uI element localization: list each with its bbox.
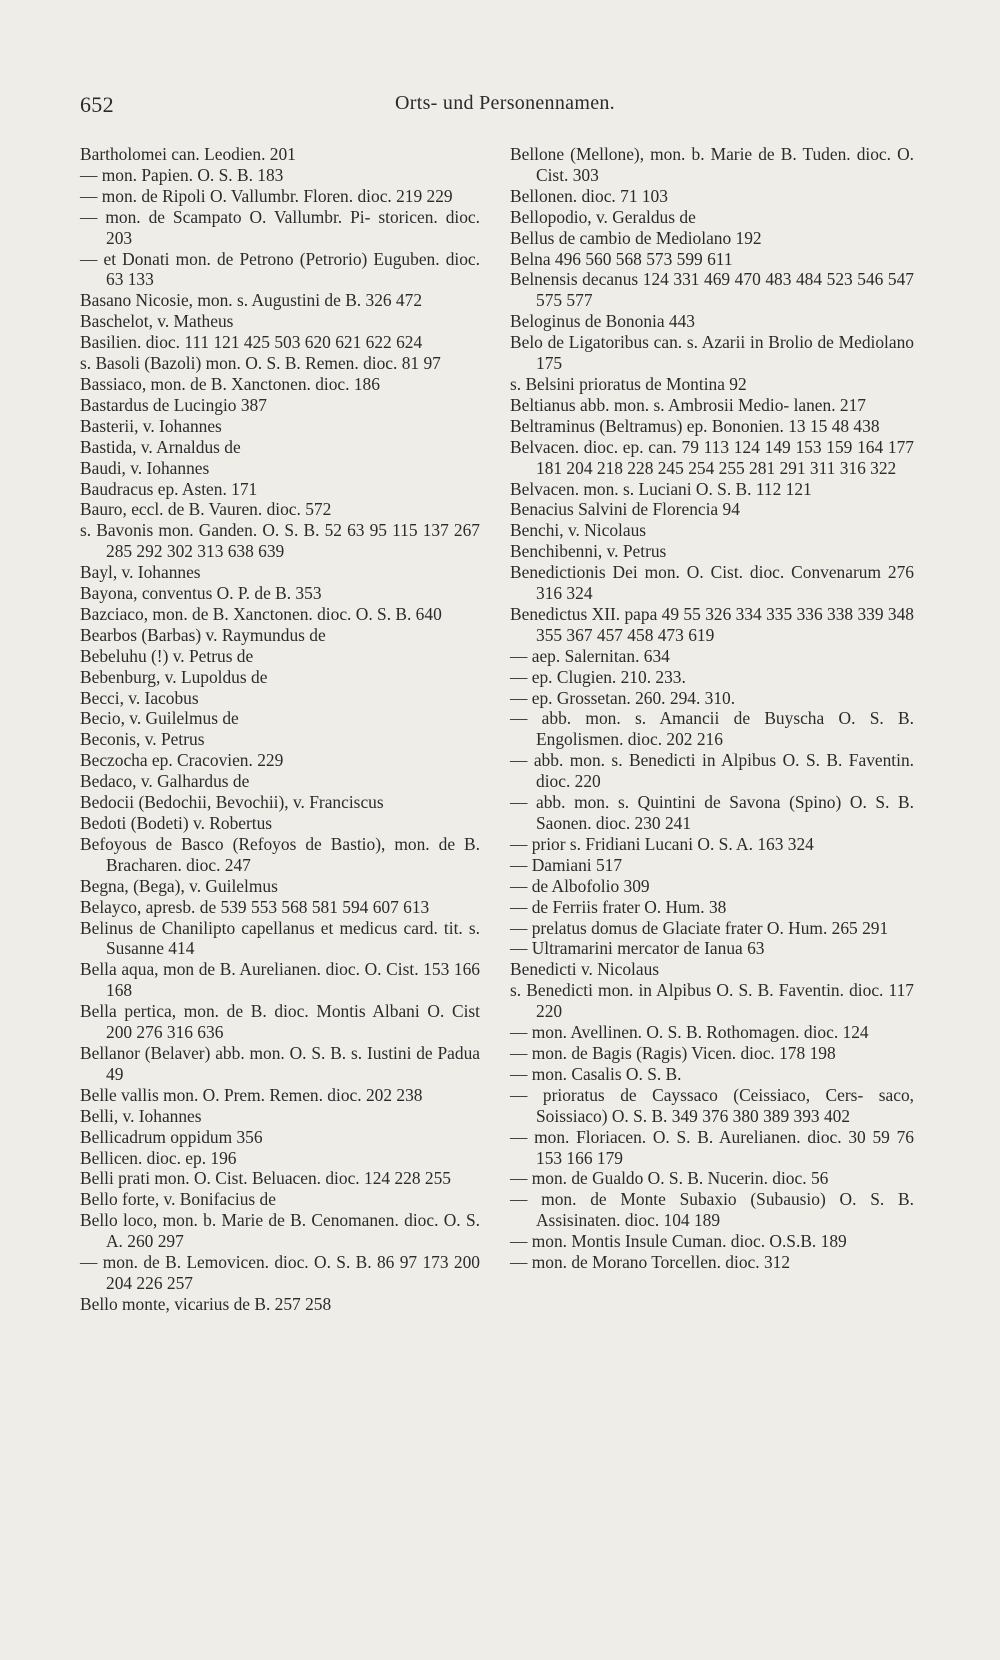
- index-entry-line: de Mediolano 175: [536, 332, 914, 374]
- index-entry: [510, 249, 914, 270]
- index-entry-line: — Ultramarini mercator de Ianua 63: [510, 938, 765, 959]
- index-entry: [80, 311, 480, 332]
- index-entry-line: Belvacen. dioc. ep. can. 79 113 124 149: [510, 436, 791, 457]
- index-entry: [80, 897, 480, 918]
- index-entry: [80, 186, 480, 207]
- index-entry: [80, 144, 480, 165]
- index-entry: [80, 625, 480, 646]
- index-entry-line: Befoyous de Basco (Refoyos de Bastio),: [80, 833, 386, 854]
- index-entry-line: Bayl, v. Iohannes: [80, 562, 201, 583]
- index-entry-line: 389 393 402: [763, 1105, 851, 1126]
- index-entry: [80, 249, 480, 291]
- index-entry-line: mon. de B. Bracharen. dioc. 247: [106, 833, 480, 875]
- index-entry: [510, 499, 914, 520]
- index-entry-line: storicen. dioc. 203: [106, 206, 480, 248]
- index-entry: [510, 646, 914, 667]
- index-entry: [80, 1210, 480, 1252]
- index-entry: [80, 332, 480, 353]
- index-entry: [510, 604, 914, 646]
- index-entry: [510, 144, 914, 186]
- index-entry-line: 13 15 48 438: [788, 415, 880, 436]
- index-entry-line: 324: [787, 833, 814, 854]
- index-entry-line: Benacius Salvini de Florencia 94: [510, 499, 740, 520]
- index-entry: [510, 834, 914, 855]
- index-entry: [80, 1189, 480, 1210]
- index-entry-line: Bellicen. dioc. ep. 196: [80, 1147, 237, 1168]
- index-entry-line: Benedictus XII. papa 49 55 326 334 335: [510, 603, 793, 624]
- index-entry: [80, 646, 480, 667]
- index-entry-line: Bazciaco, mon. de B. Xanctonen. dioc.: [80, 603, 352, 624]
- index-entry-line: Benedicti v. Nicolaus: [510, 959, 660, 980]
- index-entry-line: Tuden. dioc. O. Cist. 303: [536, 144, 914, 185]
- index-entry-line: dioc. O. S. A. 260 297: [106, 1210, 480, 1252]
- index-entry-line: Belli prati mon. O. Cist. Beluacen. dioc.: [80, 1168, 360, 1189]
- index-entry-line: Bastida, v. Arnaldus de: [80, 436, 241, 457]
- index-entry: [80, 1085, 480, 1106]
- index-entry: [510, 1043, 914, 1064]
- index-entry-line: — mon. Montis Insule Cuman. dioc. O.S.B.: [510, 1231, 817, 1252]
- index-entry: [80, 1127, 480, 1148]
- index-entry-line: — mon. de Monte Subaxio (Subausio): [510, 1189, 826, 1210]
- index-entry-line: Becci, v. Iacobus: [80, 687, 199, 708]
- index-entry-line: — mon. Casalis O. S. B.: [510, 1063, 682, 1084]
- index-entry-line: — aep. Salernitan. 634: [510, 645, 670, 666]
- right-index-column: [510, 144, 914, 1273]
- index-entry-line: Bello monte, vicarius de B. 257 258: [80, 1293, 332, 1314]
- index-entry-line: 202 238: [365, 1084, 423, 1105]
- index-entry-line: Belo de Ligatoribus can. s. Azarii in Brolio: [510, 332, 813, 353]
- index-entry-line: O. S. B. Engolismen. dioc. 202 216: [536, 708, 914, 750]
- index-entry-line: dioc. 124: [803, 1022, 869, 1043]
- index-entry-line: Bassiaco, mon. de B. Xanctonen. dioc.: [80, 373, 350, 394]
- index-entry: [80, 1168, 480, 1189]
- index-entry-line: O. S. B. Saonen. dioc. 230 241: [536, 792, 914, 833]
- index-entry-line: O. S. B. Assisinaten. dioc. 104 189: [536, 1189, 914, 1231]
- index-entry-line: Bearbos (Barbas) v. Raymundus de: [80, 624, 326, 645]
- index-entry-line: 198: [809, 1042, 836, 1063]
- index-entry-line: — mon. de Morano Torcellen. dioc. 312: [510, 1252, 791, 1273]
- index-entry: [80, 395, 480, 416]
- index-entry-line: Hum. 265 291: [788, 917, 889, 938]
- index-entry-line: Bartholomei can. Leodien. 201: [80, 144, 296, 164]
- index-entry-line: s. Belsini prioratus de Montina 92: [510, 373, 747, 394]
- index-entry-line: — abb. mon. s. Amancii de Buyscha: [510, 708, 825, 729]
- index-entry: [80, 792, 480, 813]
- index-entry-line: — mon. de Scampato O. Vallumbr. Pi-: [80, 206, 371, 227]
- index-entry-line: — de Albofolio 309: [510, 875, 650, 896]
- index-entry: [80, 374, 480, 395]
- index-entry: [510, 1022, 914, 1043]
- index-entry-line: s. Basoli (Bazoli) mon. O. S. B. Remen.: [80, 353, 359, 374]
- index-entry: [510, 207, 914, 228]
- index-entry: [80, 207, 480, 249]
- index-entry: [510, 186, 914, 207]
- index-entry: [510, 959, 914, 980]
- index-entry-line: Bedoti (Bodeti) v. Robertus: [80, 813, 273, 833]
- index-entry: [80, 479, 480, 500]
- index-entry: [510, 479, 914, 500]
- index-entry-line: Bellonen. dioc. 71 103: [510, 185, 668, 206]
- index-entry: [510, 667, 914, 688]
- index-entry-line: 336 338 339 348 355 367 457 458 473: [536, 603, 914, 645]
- index-entry: [80, 562, 480, 583]
- index-entry-line: Basterii, v. Iohannes: [80, 415, 222, 436]
- index-entry: [80, 813, 480, 834]
- index-entry-line: Bella aqua, mon de B. Aurelianen. dioc.: [80, 959, 360, 980]
- index-entry-line: 95 115 137 267 285 292 302 313 638 639: [106, 520, 480, 562]
- index-entry: [80, 353, 480, 374]
- index-entry: [80, 437, 480, 458]
- index-entry: [80, 1043, 480, 1085]
- index-entry-line: dioc. 81 97: [363, 353, 441, 374]
- index-entry-line: — mon. Floriacen. O. S. B. Aurelianen.: [510, 1126, 801, 1147]
- index-entry: [510, 1064, 914, 1085]
- index-entry-line: Beconis, v. Petrus: [80, 729, 205, 750]
- index-entry-line: Benchi, v. Nicolaus: [510, 520, 647, 541]
- index-entry-line: dioc. 219 229: [357, 185, 453, 206]
- index-entry: [80, 583, 480, 604]
- index-entry-line: — mon. de B. Lemovicen. dioc. O. S. B.: [80, 1252, 372, 1273]
- index-entry-line: Becio, v. Guilelmus de: [80, 708, 239, 729]
- index-entry-line: O. S. B. Faventin. dioc. 220: [536, 750, 915, 792]
- index-entry-line: — mon. de Gualdo O. S. B. Nucerin. dioc.: [510, 1168, 807, 1189]
- index-entry: [510, 938, 914, 959]
- index-entry-line: Bella pertica, mon. de B. dioc. Montis: [80, 1001, 366, 1022]
- index-entry: [510, 1231, 914, 1252]
- index-entry-line: Begna, (Bega), v. Guilelmus: [80, 875, 278, 896]
- index-entry: [510, 876, 914, 897]
- index-entry: [510, 1252, 914, 1273]
- index-entry: [80, 1252, 480, 1294]
- index-entry: [80, 1294, 480, 1315]
- index-entry-line: Belle vallis mon. O. Prem. Remen. dioc.: [80, 1084, 362, 1105]
- index-entry: [510, 311, 914, 332]
- index-entry-line: Belnensis decanus 124 331 469 470 483: [510, 269, 792, 290]
- index-entry: [510, 708, 914, 750]
- index-entry: [510, 374, 914, 395]
- index-entry: [510, 1168, 914, 1189]
- index-entry-line: — mon. Avellinen. O. S. B. Rothomagen.: [510, 1022, 800, 1043]
- index-entry-line: dioc. 30 59 76 153 166 179: [536, 1126, 914, 1168]
- index-entry: [510, 688, 914, 709]
- index-entry-line: 254 255 281 291 311 316 322: [688, 457, 897, 478]
- index-entry-line: Iustini de Padua 49: [106, 1042, 480, 1084]
- index-entry-line: — prioratus de Cayssaco (Ceissiaco, Cers-: [510, 1084, 864, 1105]
- index-entry: [510, 750, 914, 792]
- index-entry: [80, 667, 480, 688]
- index-entry-line: Albani O. Cist 200 276 316 636: [106, 1001, 481, 1043]
- index-entry: [80, 688, 480, 709]
- index-entry: [80, 499, 480, 520]
- index-entry-line: Basilien. dioc. 111 121 425 503 620 621: [80, 332, 362, 353]
- index-entry-line: — Damiani 517: [510, 854, 623, 875]
- index-entry: [80, 520, 480, 562]
- index-entry-line: — ep. Clugien. 210. 233.: [510, 666, 686, 687]
- index-entry-line: 619: [688, 624, 715, 645]
- index-entry-line: Bellus de cambio de Mediolano 192: [510, 227, 762, 248]
- index-entry-line: Convenarum 276 316 324: [536, 562, 914, 604]
- page-number: 652: [80, 92, 114, 117]
- index-entry: [510, 395, 914, 416]
- index-entry-line: 124 228 255: [364, 1168, 451, 1189]
- index-entry-line: Belli, v. Iohannes: [80, 1105, 202, 1126]
- index-entry: [80, 458, 480, 479]
- index-entry-line: — abb. mon. s. Benedicti in Alpibus: [510, 750, 777, 771]
- index-entry-line: Bello loco, mon. b. Marie de B. Cenomanen.: [80, 1210, 399, 1231]
- index-entry-line: — ep. Grossetan. 260. 294. 310.: [510, 687, 736, 708]
- index-entry-line: Baudi, v. Iohannes: [80, 457, 210, 478]
- index-entry-line: Bellone (Mellone), mon. b. Marie de B.: [510, 144, 797, 164]
- index-entry: [80, 416, 480, 437]
- index-entry: [80, 918, 480, 960]
- index-entry-line: Bedaco, v. Galhardus de: [80, 771, 250, 792]
- index-entry-line: Bellanor (Belaver) abb. mon. O. S. B. s.: [80, 1042, 363, 1063]
- index-entry-line: 622 624: [365, 332, 423, 353]
- index-entry: [80, 165, 480, 186]
- index-entry-line: Beltraminus (Beltramus) ep. Bononien.: [510, 415, 784, 436]
- index-entry-line: 607 613: [372, 896, 430, 917]
- index-entry-line: lanen. 217: [793, 394, 867, 415]
- index-entry-line: Baudracus ep. Asten. 171: [80, 478, 258, 499]
- index-entry-line: Bello forte, v. Bonifacius de: [80, 1189, 276, 1210]
- index-entry: [510, 520, 914, 541]
- index-entry-line: Bauro, eccl. de B. Vauren. dioc. 572: [80, 499, 332, 520]
- index-entry-line: Euguben. dioc. 63 133: [106, 248, 480, 290]
- index-entry: [510, 228, 914, 249]
- index-entry-line: 186: [353, 373, 380, 394]
- index-entry: [510, 416, 914, 437]
- index-entry-line: 56: [810, 1168, 829, 1189]
- index-entry-line: Belvacen. mon. s. Luciani O. S. B. 112 121: [510, 478, 812, 499]
- index-entry-line: Bellopodio, v. Geraldus de: [510, 206, 696, 227]
- index-entry-line: Bastardus de Lucingio 387: [80, 394, 267, 415]
- index-entry: [80, 290, 480, 311]
- index-entry-line: — prelatus domus de Glaciate frater O.: [510, 917, 784, 938]
- index-entry: [510, 1189, 914, 1231]
- left-index-column: [80, 144, 480, 1315]
- index-entry-line: card. tit. s. Susanne 414: [106, 917, 480, 959]
- index-entry-line: — de Ferriis frater O. Hum. 38: [510, 896, 727, 917]
- index-entry: [510, 562, 914, 604]
- index-entry: [510, 980, 914, 1022]
- index-entry-line: O. Cist. 153 166 168: [106, 959, 480, 1001]
- index-entry-line: O. S. B. 640: [355, 603, 442, 624]
- index-entry-line: — mon. Papien. O. S. B. 183: [80, 164, 284, 185]
- index-entry-line: Bedocii (Bedochii, Bevochii), v. Franciscus: [80, 792, 384, 813]
- index-entry: [510, 332, 914, 374]
- index-entry-line: Bebenburg, v. Lupoldus de: [80, 666, 268, 687]
- index-entry-line: — et Donati mon. de Petrono (Petrorio): [80, 248, 368, 269]
- index-entry-line: Belinus de Chanilipto capellanus et medicus: [80, 917, 398, 938]
- index-entry: [80, 729, 480, 750]
- index-entry: [80, 604, 480, 625]
- index-entry-line: Belayco, apresb. de 539 553 568 581 594: [80, 896, 369, 917]
- index-entry: [80, 834, 480, 876]
- index-entry: [80, 771, 480, 792]
- index-entry-line: — mon. de Ripoli O. Vallumbr. Floren.: [80, 185, 354, 206]
- index-entry: [510, 1127, 914, 1169]
- index-entry-line: Benedictionis Dei mon. O. Cist. dioc.: [510, 562, 785, 583]
- index-entry-line: Baschelot, v. Matheus: [80, 311, 234, 332]
- index-entry: [80, 1106, 480, 1127]
- index-entry-line: Beloginus de Bononia 443: [510, 311, 696, 332]
- index-entry-line: 326 472: [365, 290, 423, 311]
- index-entry-line: — prior s. Fridiani Lucani O. S. A. 163: [510, 833, 784, 854]
- index-entry: [80, 959, 480, 1001]
- index-entry: [80, 876, 480, 897]
- index-entry: [510, 918, 914, 939]
- index-entry-line: Beczocha ep. Cracovien. 229: [80, 750, 284, 771]
- index-entry: [510, 269, 914, 311]
- index-entry-line: 484 523 546 547 575 577: [536, 269, 914, 311]
- index-entry: [510, 437, 914, 479]
- index-entry-line: 153 159 164 177 181 204 218 228 245: [536, 436, 914, 478]
- index-entry: [510, 792, 914, 834]
- index-entry-line: s. Benedicti mon. in Alpibus O. S. B.: [510, 980, 774, 1001]
- index-entry-line: Bellicadrum oppidum 356: [80, 1126, 263, 1147]
- index-entry: [510, 897, 914, 918]
- index-entry-line: Bayona, conventus O. P. de B. 353: [80, 583, 322, 604]
- index-entry: [80, 708, 480, 729]
- index-entry-line: — abb. mon. s. Quintini de Savona (Spino): [510, 792, 842, 813]
- index-entry: [80, 1148, 480, 1169]
- index-entry-line: Belna 496 560 568 573 599 611: [510, 248, 733, 269]
- index-entry-line: Bebeluhu (!) v. Petrus de: [80, 645, 254, 666]
- index-entry-line: saco, Soissiaco) O. S. B. 349 376 380: [536, 1084, 914, 1126]
- index-entry: [510, 1085, 914, 1127]
- index-entry: [80, 1001, 480, 1043]
- index-entry: [510, 541, 914, 562]
- page-header: [80, 92, 930, 124]
- index-entry: [510, 855, 914, 876]
- index-entry-line: Faventin. dioc. 117 220: [536, 980, 914, 1022]
- index-entry-line: Basano Nicosie, mon. s. Augustini de B.: [80, 290, 362, 311]
- index-entry-line: 86 97 173 200 204 226 257: [106, 1252, 480, 1293]
- index-entry-line: 189: [820, 1231, 847, 1252]
- running-title: Orts- und Personennamen.: [395, 92, 615, 114]
- index-entry-line: Benchibenni, v. Petrus: [510, 541, 667, 562]
- index-entry-line: — mon. de Bagis (Ragis) Vicen. dioc. 178: [510, 1042, 806, 1063]
- index-entry-line: s. Bavonis mon. Ganden. O. S. B. 52 63: [80, 520, 365, 541]
- index-entry: [80, 750, 480, 771]
- index-entry-line: Beltianus abb. mon. s. Ambrosii Medio-: [510, 394, 790, 415]
